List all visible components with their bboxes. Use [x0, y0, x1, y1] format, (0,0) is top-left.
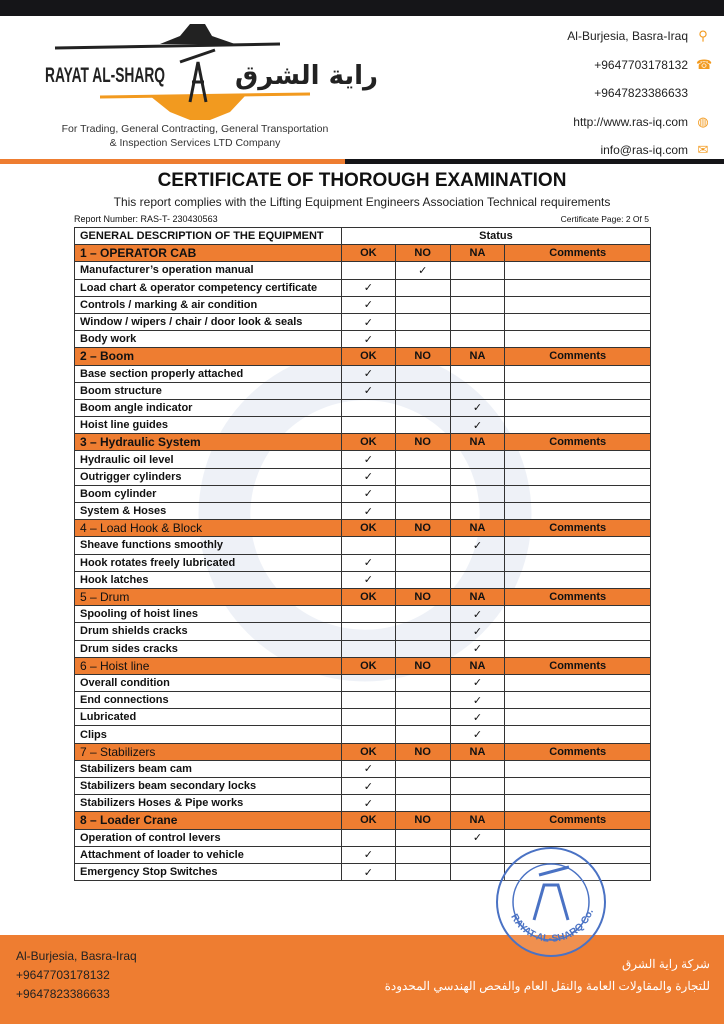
status-ok-cell — [341, 537, 395, 554]
checkmark-icon: ✓ — [363, 471, 373, 484]
email-link[interactable]: info@ras-iq.com — [600, 143, 688, 158]
table-row — [75, 382, 651, 399]
column-header-na: NA — [450, 743, 505, 760]
checkmark-icon: ✓ — [363, 333, 373, 346]
item-label: Drum sides cracks — [75, 640, 342, 657]
checkmark-icon: ✓ — [472, 608, 483, 621]
status-na-cell — [450, 503, 505, 520]
status-ok-cell — [341, 468, 395, 485]
table-row — [75, 468, 651, 485]
status-no-cell — [395, 279, 450, 296]
footer-address: Al-Burjesia, Basra-Iraq — [16, 949, 137, 963]
description-header: GENERAL DESCRIPTION OF THE EQUIPMENT — [75, 228, 342, 245]
item-label: Hook latches — [75, 571, 342, 588]
top-bar — [0, 0, 724, 16]
column-header-no: NO — [395, 588, 450, 605]
item-label: Stabilizers beam secondary locks — [75, 778, 342, 795]
item-label: System & Hoses — [75, 503, 342, 520]
status-na-cell — [450, 399, 505, 416]
checkmark-icon: ✓ — [363, 849, 373, 862]
contact-phone-1 — [567, 51, 713, 80]
telephone-icon: ☎ — [696, 56, 713, 72]
table-row — [75, 674, 651, 691]
item-label: Clips — [75, 726, 342, 743]
column-header-comments: Comments — [505, 657, 651, 674]
column-header-no: NO — [395, 434, 450, 451]
comments-cell — [505, 640, 651, 657]
checkmark-icon: ✓ — [363, 797, 373, 810]
checkmark-icon: ✓ — [472, 694, 483, 707]
comments-cell — [505, 623, 651, 640]
table-row — [75, 331, 651, 348]
status-na-cell — [450, 795, 505, 812]
table-row — [75, 365, 651, 382]
header-contacts — [567, 22, 713, 165]
item-label: Controls / marking & air condition — [75, 296, 342, 313]
footer-description-ar: للتجارة والمقاولات العامة والنقل العام والفحص الهندسي المحدودة — [384, 979, 710, 993]
comments-cell — [505, 795, 651, 812]
table-row — [75, 503, 651, 520]
item-label: Base section properly attached — [75, 365, 342, 382]
table-row — [75, 313, 651, 330]
status-header: Status — [341, 228, 650, 245]
comments-cell — [505, 417, 651, 434]
status-ok-cell — [341, 365, 395, 382]
checkmark-icon: ✓ — [363, 866, 373, 879]
status-no-cell — [395, 313, 450, 330]
checkmark-icon: ✓ — [363, 574, 373, 587]
certificate-title: CERTIFICATE OF THOROUGH EXAMINATION — [157, 170, 567, 191]
checkmark-icon: ✓ — [363, 763, 373, 776]
checkmark-icon: ✓ — [363, 299, 373, 312]
section-title: 6 – Hoist line — [75, 657, 342, 674]
checkmark-icon: ✓ — [472, 402, 483, 415]
status-ok-cell — [341, 279, 395, 296]
table-row — [75, 726, 651, 743]
section-title: 3 – Hydraulic System — [75, 434, 342, 451]
footer-arabic — [385, 953, 710, 997]
status-na-cell — [450, 279, 505, 296]
status-na-cell — [450, 571, 505, 588]
comments-cell — [505, 468, 651, 485]
status-no-cell — [395, 468, 450, 485]
certificate-page: Certificate Page: 2 Of 5 — [560, 214, 649, 224]
item-label: Spooling of hoist lines — [75, 606, 342, 623]
status-ok-cell — [341, 262, 395, 279]
status-ok-cell — [341, 331, 395, 348]
status-no-cell — [395, 709, 450, 726]
comments-cell — [505, 451, 651, 468]
status-ok-cell — [341, 674, 395, 691]
status-ok-cell — [341, 485, 395, 502]
checkmark-icon: ✓ — [472, 729, 483, 742]
logo-text-ar: راية الشرق — [235, 61, 379, 91]
status-no-cell — [395, 571, 450, 588]
column-header-ok: OK — [341, 812, 395, 829]
column-header-comments: Comments — [505, 812, 651, 829]
status-ok-cell — [341, 623, 395, 640]
status-no-cell — [395, 846, 450, 863]
table-row — [75, 709, 651, 726]
section-header-row — [75, 743, 651, 760]
comments-cell — [505, 709, 651, 726]
status-no-cell — [395, 485, 450, 502]
logo-text-en: RAYAT AL-SHARQ — [45, 64, 165, 87]
status-na-cell — [450, 331, 505, 348]
status-no-cell — [395, 399, 450, 416]
table-row — [75, 451, 651, 468]
contact-phone-2 — [567, 79, 710, 108]
status-no-cell — [395, 778, 450, 795]
status-na-cell — [450, 451, 505, 468]
status-no-cell — [395, 726, 450, 743]
status-no-cell — [395, 606, 450, 623]
status-na-cell — [450, 726, 505, 743]
status-na-cell — [450, 778, 505, 795]
status-na-cell — [450, 760, 505, 777]
comments-cell — [505, 485, 651, 502]
status-no-cell — [395, 554, 450, 571]
item-label: Attachment of loader to vehicle — [75, 846, 342, 863]
section-header-row — [75, 520, 651, 537]
comments-cell — [505, 313, 651, 330]
column-header-ok: OK — [341, 520, 395, 537]
checkmark-icon: ✓ — [363, 780, 373, 793]
comments-cell — [505, 503, 651, 520]
column-header-na: NA — [450, 348, 505, 365]
comments-cell — [505, 760, 651, 777]
table-header-row — [75, 228, 651, 245]
envelope-icon: ✉ — [697, 142, 709, 158]
status-ok-cell — [341, 640, 395, 657]
status-na-cell — [450, 709, 505, 726]
column-header-comments: Comments — [505, 520, 651, 537]
comments-cell — [505, 726, 651, 743]
header-divider-orange — [0, 159, 345, 164]
column-header-ok: OK — [341, 245, 395, 262]
table-row — [75, 399, 651, 416]
report-number: Report Number: RAS-T- 230430563 — [74, 214, 218, 224]
table-row — [75, 262, 651, 279]
status-no-cell — [395, 760, 450, 777]
checkmark-icon: ✓ — [472, 711, 483, 724]
section-title: 7 – Stabilizers — [75, 743, 342, 760]
status-ok-cell — [341, 863, 395, 880]
checkmark-icon: ✓ — [418, 264, 428, 277]
contact-text: +9647823386633 — [594, 86, 688, 101]
certificate-subtitle: This report complies with the Lifting Equipment Engineers Association Technical requirements — [113, 195, 611, 209]
status-na-cell — [450, 382, 505, 399]
checkmark-icon: ✓ — [472, 625, 483, 638]
comments-cell — [505, 674, 651, 691]
comments-cell — [505, 571, 651, 588]
column-header-na: NA — [450, 245, 505, 262]
status-no-cell — [395, 674, 450, 691]
checkmark-icon: ✓ — [472, 643, 483, 656]
table-row — [75, 537, 651, 554]
comments-cell — [505, 279, 651, 296]
section-header-row — [75, 588, 651, 605]
checkmark-icon: ✓ — [472, 677, 483, 690]
section-title: 5 – Drum — [75, 588, 342, 605]
comments-cell — [505, 778, 651, 795]
status-na-cell — [450, 623, 505, 640]
contact-text: +9647703178132 — [594, 57, 688, 72]
checkmark-icon: ✓ — [363, 454, 373, 467]
status-ok-cell — [341, 709, 395, 726]
status-no-cell — [395, 503, 450, 520]
status-ok-cell — [341, 554, 395, 571]
section-title: 4 – Load Hook & Block — [75, 520, 342, 537]
section-header-row — [75, 434, 651, 451]
status-no-cell — [395, 296, 450, 313]
section-title: 8 – Loader Crane — [75, 812, 342, 829]
item-label: Stabilizers Hoses & Pipe works — [75, 795, 342, 812]
status-ok-cell — [341, 760, 395, 777]
column-header-comments: Comments — [505, 434, 651, 451]
item-label: Stabilizers beam cam — [75, 760, 342, 777]
status-na-cell — [450, 554, 505, 571]
status-ok-cell — [341, 399, 395, 416]
status-ok-cell — [341, 692, 395, 709]
column-header-comments: Comments — [505, 588, 651, 605]
comments-cell — [505, 382, 651, 399]
item-label: Hook rotates freely lubricated — [75, 554, 342, 571]
item-label: Boom structure — [75, 382, 342, 399]
table-row — [75, 485, 651, 502]
item-label: Emergency Stop Switches — [75, 863, 342, 880]
table-row — [75, 760, 651, 777]
table-row — [75, 606, 651, 623]
tagline-line: For Trading, General Contracting, General Transportation — [61, 123, 329, 135]
column-header-ok: OK — [341, 348, 395, 365]
status-no-cell — [395, 417, 450, 434]
status-na-cell — [450, 262, 505, 279]
status-no-cell — [395, 692, 450, 709]
comments-cell — [505, 829, 651, 846]
status-ok-cell — [341, 313, 395, 330]
status-no-cell — [395, 262, 450, 279]
footer-contacts — [16, 947, 137, 1004]
globe-icon: ◍ — [697, 113, 709, 129]
status-no-cell — [395, 382, 450, 399]
section-header-row — [75, 245, 651, 262]
item-label: Boom cylinder — [75, 485, 342, 502]
checkmark-icon: ✓ — [472, 832, 483, 845]
status-no-cell — [395, 451, 450, 468]
status-ok-cell — [341, 795, 395, 812]
footer-company-ar: شركة راية الشرق — [621, 957, 710, 971]
column-header-no: NO — [395, 812, 450, 829]
checkmark-icon: ✓ — [472, 419, 483, 432]
status-ok-cell — [341, 829, 395, 846]
comments-cell — [505, 606, 651, 623]
table-row — [75, 417, 651, 434]
header-divider-dark — [345, 159, 724, 164]
item-label: Boom angle indicator — [75, 399, 342, 416]
status-no-cell — [395, 331, 450, 348]
table-row — [75, 279, 651, 296]
footer-phone-2: +9647823386633 — [16, 987, 110, 1001]
status-no-cell — [395, 640, 450, 657]
status-na-cell — [450, 313, 505, 330]
column-header-ok: OK — [341, 434, 395, 451]
item-label: Lubricated — [75, 709, 342, 726]
checkmark-icon: ✓ — [363, 368, 373, 381]
item-label: Body work — [75, 331, 342, 348]
item-label: Drum shields cracks — [75, 623, 342, 640]
stamp-text: RAYAT AL-SHARQ Co. — [508, 907, 596, 945]
table-row — [75, 795, 651, 812]
table-row — [75, 829, 651, 846]
examination-table — [74, 227, 651, 881]
item-label: Hydraulic oil level — [75, 451, 342, 468]
checkmark-icon: ✓ — [363, 557, 373, 570]
status-no-cell — [395, 623, 450, 640]
table-row — [75, 692, 651, 709]
status-no-cell — [395, 863, 450, 880]
column-header-na: NA — [450, 812, 505, 829]
company-logo — [40, 22, 379, 122]
column-header-no: NO — [395, 348, 450, 365]
checkmark-icon: ✓ — [363, 282, 373, 295]
column-header-ok: OK — [341, 588, 395, 605]
checkmark-icon: ✓ — [363, 316, 373, 329]
contact-address — [567, 22, 710, 51]
column-header-comments: Comments — [505, 743, 651, 760]
footer-phone-1: +9647703178132 — [16, 968, 110, 982]
section-header-row — [75, 657, 651, 674]
status-na-cell — [450, 640, 505, 657]
item-label: Hoist line guides — [75, 417, 342, 434]
status-ok-cell — [341, 296, 395, 313]
comments-cell — [505, 537, 651, 554]
comments-cell — [505, 399, 651, 416]
checkmark-icon: ✓ — [363, 488, 373, 501]
table-row — [75, 640, 651, 657]
status-ok-cell — [341, 606, 395, 623]
table-row — [75, 296, 651, 313]
status-ok-cell — [341, 726, 395, 743]
column-header-no: NO — [395, 520, 450, 537]
item-label: Overall condition — [75, 674, 342, 691]
comments-cell — [505, 692, 651, 709]
icon-spacer — [696, 86, 710, 100]
column-header-no: NO — [395, 743, 450, 760]
column-header-comments: Comments — [505, 245, 651, 262]
status-no-cell — [395, 365, 450, 382]
column-header-no: NO — [395, 245, 450, 262]
status-ok-cell — [341, 451, 395, 468]
section-header-row — [75, 348, 651, 365]
table-row — [75, 623, 651, 640]
comments-cell — [505, 262, 651, 279]
status-na-cell — [450, 674, 505, 691]
item-label: End connections — [75, 692, 342, 709]
table-row — [75, 778, 651, 795]
column-header-na: NA — [450, 657, 505, 674]
tagline-line: & Inspection Services LTD Company — [109, 137, 281, 149]
company-stamp — [494, 845, 608, 959]
status-ok-cell — [341, 417, 395, 434]
status-na-cell — [450, 537, 505, 554]
item-label: Manufacturer’s operation manual — [75, 262, 342, 279]
status-ok-cell — [341, 382, 395, 399]
comments-cell — [505, 296, 651, 313]
status-ok-cell — [341, 846, 395, 863]
column-header-na: NA — [450, 588, 505, 605]
column-header-ok: OK — [341, 743, 395, 760]
checkmark-icon: ✓ — [363, 505, 373, 518]
status-no-cell — [395, 795, 450, 812]
section-header-row — [75, 812, 651, 829]
item-label: Operation of control levers — [75, 829, 342, 846]
status-na-cell — [450, 829, 505, 846]
status-na-cell — [450, 606, 505, 623]
item-label: Window / wipers / chair / door look & seals — [75, 313, 342, 330]
contact-text: Al-Burjesia, Basra-Iraq — [567, 29, 688, 44]
checkmark-icon: ✓ — [363, 385, 373, 398]
table-row — [75, 554, 651, 571]
comments-cell — [505, 365, 651, 382]
company-tagline — [30, 122, 360, 150]
section-title: 1 – OPERATOR CAB — [75, 245, 342, 262]
column-header-na: NA — [450, 520, 505, 537]
location-pin-icon: ⚲ — [698, 28, 708, 44]
contact-website — [567, 108, 710, 137]
status-no-cell — [395, 537, 450, 554]
website-link[interactable]: http://www.ras-iq.com — [573, 114, 688, 129]
item-label: Load chart & operator competency certificate — [75, 279, 342, 296]
status-no-cell — [395, 829, 450, 846]
status-na-cell — [450, 365, 505, 382]
table-row — [75, 571, 651, 588]
item-label: Sheave functions smoothly — [75, 537, 342, 554]
status-na-cell — [450, 296, 505, 313]
status-na-cell — [450, 692, 505, 709]
section-title: 2 – Boom — [75, 348, 342, 365]
comments-cell — [505, 554, 651, 571]
comments-cell — [505, 331, 651, 348]
column-header-comments: Comments — [505, 348, 651, 365]
footer — [0, 935, 724, 1024]
column-header-na: NA — [450, 434, 505, 451]
status-na-cell — [450, 485, 505, 502]
status-ok-cell — [341, 778, 395, 795]
column-header-no: NO — [395, 657, 450, 674]
column-header-ok: OK — [341, 657, 395, 674]
status-ok-cell — [341, 571, 395, 588]
status-na-cell — [450, 417, 505, 434]
status-na-cell — [450, 468, 505, 485]
item-label: Outrigger cylinders — [75, 468, 342, 485]
checkmark-icon: ✓ — [472, 539, 483, 552]
status-ok-cell — [341, 503, 395, 520]
